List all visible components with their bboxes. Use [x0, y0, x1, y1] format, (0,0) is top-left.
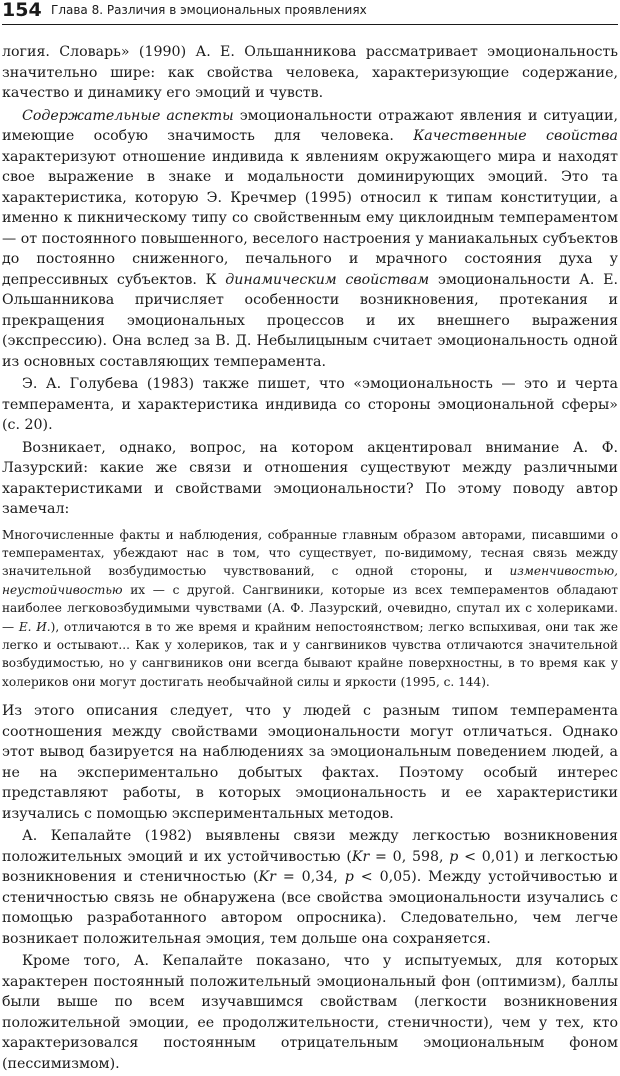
text-run: ), отличаются в то же время и крайним непостоянством; легко вспыхивая, они так же легко и остывают... Как у холериков, так и у сангвиников чувства отличаются значительной возбудимостью, но у сангвиников они всегда бывают крайне поверхностны, в то время как у холериков они могут достигать необычайной силы и яркости (1995, с. 144).	[2, 619, 618, 689]
italic-term: динамическим свойствам	[225, 271, 430, 288]
block-quote	[2, 526, 618, 692]
italic-term: Качественные свойства	[413, 128, 618, 144]
italic-term: Содержательные аспекты	[22, 107, 234, 124]
text-run: эмоциональности отражают явления и ситуации, имеющие особую значимость для человека.	[2, 107, 618, 144]
text-run: характеризуют отношение индивида к явлениям окружающего мира и находят свое выражение в знаке и модальности доминирующих эмоций. Это та характеристика, которую Э. Кречмер (1995) относил к типам конституции, а именно к пикническому типу со свойственным ему циклоидным темпераментом — от постоянного повышенного, веселого настроения у маниакальных субъектов до постоянно сниженного, печального и мрачного состояния духа у депрессивных субъектов. К	[2, 148, 618, 288]
paragraph-7	[2, 951, 618, 1074]
running-head: Глава 8. Различия в эмоциональных проявлениях	[51, 3, 367, 17]
text-run: логия. Словарь» (1990) А. Е. Ольшанникова рассматривает эмоциональность значительно шире: как свойства человека, характеризующие содержание, качество и динамику его эмоций и чувств.	[2, 44, 618, 101]
text-run: < 0,05). Между устойчивостью и стеничностью связь не обнаружена (все свойства эмоциональности изучались с помощью разработанного автором опросника). Следовательно, чем легче возникает положительная эмоция, тем дольше она сохраняется.	[2, 869, 618, 947]
text-run: эмоциональности А. Е. Ольшанникова причисляет особенности возникновения, протекания и прекращения эмоциональных процессов и их внешнего выражения (экспрессию). Она вслед за В. Д. Небылицыным считает эмоциональность одной из основных составляющих темперамента.	[2, 271, 618, 370]
body-text	[2, 42, 618, 1076]
text-run: Из этого описания следует, что у людей с разным типом темперамента соотношения между свойствами эмоциональности могут отличаться. Однако этот вывод базируется на наблюдениях за эмоциональным поведением людей, а не на экспериментально добытых фактах. Поэтому особый интерес представляют работы, в которых эмоциональность и ее характеристики изучались с помощью экспериментальных методов.	[2, 703, 618, 822]
text-run: Э. А. Голубева (1983) также пишет, что «эмоциональность — это и черта темперамента, и характеристика индивида со стороны эмоциональной сферы» (с. 20).	[2, 376, 618, 433]
paragraph-2	[2, 106, 618, 373]
paragraph-6	[2, 826, 618, 949]
text-run: А. Кепалайте (1982) выявлены связи между легкостью возникновения положительных эмоций и их устойчивостью (	[2, 828, 618, 865]
text-run: = 0, 598,	[369, 848, 450, 865]
text-run: Возникает, однако, вопрос, на котором акцентировал внимание А. Ф. Лазурский: какие же связи и отношения существуют между различными характеристиками и свойствами эмоциональности? По этому поводу автор замечал:	[2, 439, 618, 517]
text-run: = 0,34,	[275, 869, 345, 886]
paragraph-5	[2, 701, 618, 824]
italic-symbol: p	[449, 848, 459, 865]
paragraph-3	[2, 374, 618, 436]
page-number: 154	[2, 0, 42, 21]
page-header	[2, 0, 618, 25]
italic-term: изменчивостью, неустойчивостью	[2, 564, 618, 597]
italic-term: Е. И.	[18, 619, 51, 634]
text-run: < 0,01) и легкостью возникновения и стеничностью (	[2, 848, 618, 886]
italic-symbol: Kr	[351, 848, 370, 865]
italic-symbol: Kr	[258, 869, 276, 886]
text-run: Кроме того, А. Кепалайте показано, что у испытуемых, для которых характерен постоянный положительный эмоциональный фон (оптимизм), баллы были выше по всем изучавшимся свойствам (легкости возникновения положительной эмоции, ее продолжительности, стеничности), чем у тех, кто характеризовался постоянным отрицательным эмоциональным фоном (пессимизмом).	[2, 953, 618, 1072]
text-run: их — с другой. Сангвиники, которые из всех темпераментов обладают наиболее легковозбудимыми чувствами (А. Ф. Лазурский, очевидно, спутал их с холериками. —	[2, 582, 618, 634]
paragraph-1	[2, 42, 618, 104]
italic-symbol: p	[344, 869, 354, 886]
text-run: Многочисленные факты и наблюдения, собранные главным образом авторами, писавшими о темпераментах, убеждают нас в том, что существует, по-видимому, тесная связь между значительной возбудимостью чувствований, с одной стороны, и	[2, 527, 618, 579]
paragraph-4	[2, 438, 618, 520]
